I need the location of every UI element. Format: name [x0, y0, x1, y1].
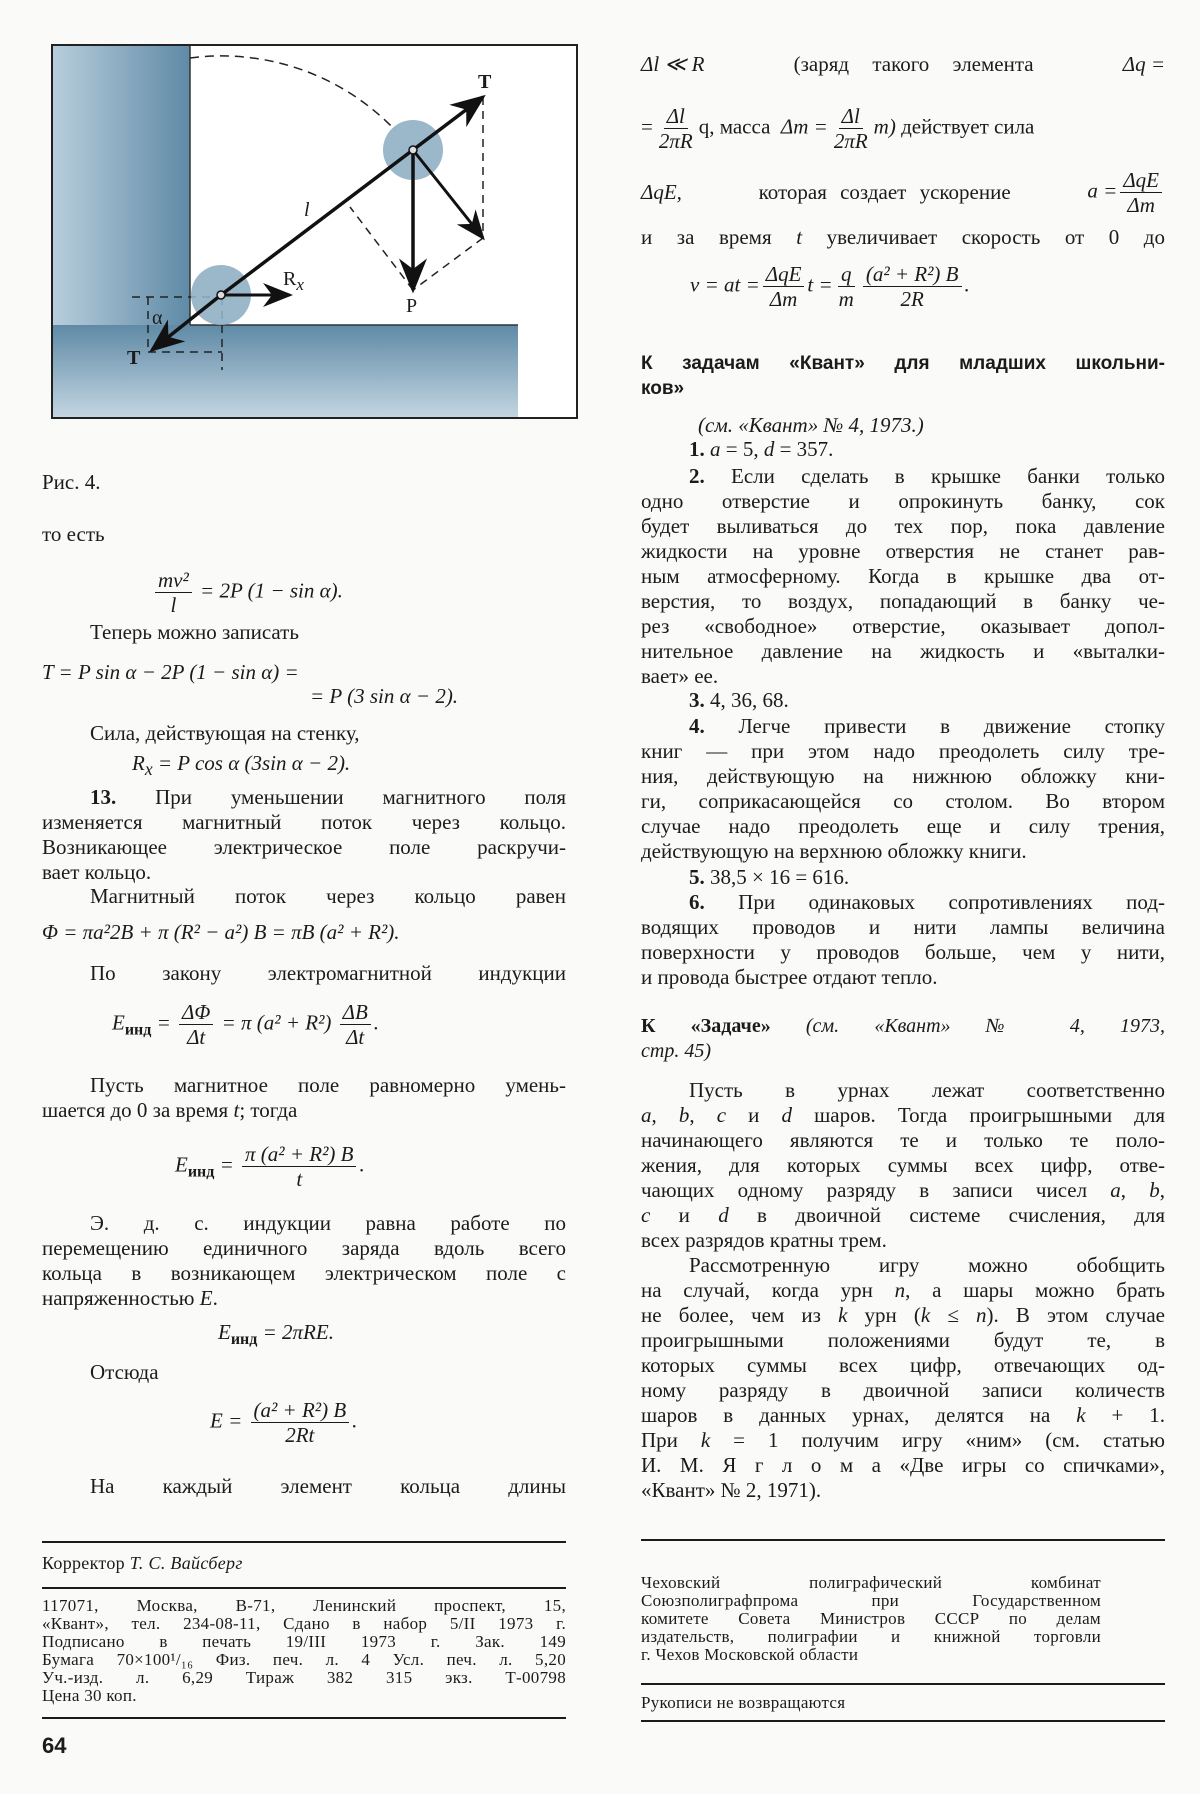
answer-4	[641, 714, 1165, 864]
text-line: шается до 0 за время t; тогда	[42, 1098, 298, 1122]
paragraph-potok	[42, 884, 566, 909]
page-number: 64	[42, 1733, 67, 1758]
label-p: P	[406, 295, 418, 317]
text-line: всех разрядов кратны трем.	[641, 1228, 887, 1252]
text-line: Возникающее электрическое поле раскручи-	[42, 835, 566, 859]
formula-e-ind-2: $E_{инд}$ = $\frac{\text{π (a² + R²) B}}{t}$ .	[175, 1142, 365, 1191]
text-line: «Квант» № 2, 1971).	[641, 1478, 822, 1502]
text-line: нительное давление на жидкость и «выталки-	[641, 639, 1165, 663]
text-line: жидкости на уровне отверстия не станет рав-	[641, 539, 1165, 563]
text-line: ным атмосферному. Когда в крышке два от-	[641, 564, 1165, 588]
text-line: и провода быстрее отдают тепло.	[641, 965, 938, 989]
text-line: К «Задаче» (см. «Квант» № 4, 1973,	[641, 1015, 1166, 1037]
label-t-top: T	[478, 71, 492, 93]
text-line: жения, для которых суммы всех цифр, отве-	[641, 1153, 1165, 1177]
text-line: кольца в возникающем электрическом поле с	[42, 1261, 566, 1285]
text-otsyuda: Отсюда	[90, 1360, 159, 1384]
text-line: И. М. Я г л о м а «Две игры со спичками»,	[641, 1453, 1165, 1477]
formula-rx: $R_x = P$ cos α (3sin α − 2).	[132, 751, 351, 780]
divider	[42, 1587, 566, 1589]
text-line: 13. При уменьшении магнитного поля	[90, 785, 566, 809]
paragraph-urns	[641, 1078, 1165, 1253]
paragraph-game	[641, 1253, 1165, 1503]
text-line: Подписано в печать 19/III 1973 г. Зак. 149	[42, 1632, 566, 1651]
formula-mv2: $\frac{\text{mv²}}{l}$ = 2P (1 − sin α).	[152, 568, 343, 617]
text-line: стр. 45)	[641, 1040, 711, 1062]
divider	[641, 1539, 1165, 1541]
formula-line-1: Δl ≪ R (заряд такого элемента Δq =	[641, 52, 1165, 76]
label-alpha: α	[152, 307, 163, 329]
text-line: поверхности у проводов больше, чем у нити,	[641, 940, 1165, 964]
text-line: не более, чем из k урн (k ≤ n). В этом случае	[641, 1303, 1165, 1327]
formula-line-3: ΔqE, которая создает ускорение a = $\frac{\text{ΔqE}}{\Delta m}$	[641, 168, 1165, 217]
text-line: 2. Если сделать в крышке банки только	[689, 464, 1165, 488]
text-line: напряженностью E.	[42, 1286, 218, 1310]
text-line: комитете Совета Министров СССР по делам	[641, 1609, 1101, 1628]
text-line: проигрышными положениями будут те, в	[641, 1328, 1165, 1352]
text-line: 117071, Москва, В-71, Ленинский проспект, 15,	[42, 1596, 566, 1615]
text-line: Чеховский полиграфический комбинат	[641, 1573, 1101, 1592]
text-line: верстия, то воздух, попадающий в банку че-	[641, 589, 1165, 613]
text-teper: Теперь можно записать	[90, 620, 299, 644]
reference-kvant-4: (см. «Квант» № 4, 1973.)	[698, 413, 924, 437]
label-rx: $R_x$	[283, 268, 304, 294]
text-line: 5. 38,5 × 16 = 616.	[689, 865, 850, 889]
text-line: водящих проводов и нити лампы величина	[641, 915, 1165, 939]
text-line: издательств, полиграфии и книжной торговли	[641, 1627, 1101, 1646]
paragraph-eds	[42, 1211, 566, 1311]
figure-4-diagram	[0, 0, 600, 430]
formula-e-ind-3: $E_{инд} = 2\pi RE$.	[218, 1320, 334, 1349]
text-line: начинающего являются те и только те поло-	[641, 1128, 1165, 1152]
text-line: Цена 30 коп.	[42, 1686, 137, 1705]
label-l: l	[304, 199, 310, 221]
text-line: действующую на верхнюю обложку книги.	[641, 839, 1027, 863]
paragraph-pust	[42, 1073, 566, 1123]
answer-2	[641, 464, 1165, 689]
formula-line-5: v = at = $\frac{\text{ΔqE}}{\Delta m}$ t = $\frac{q}{m}$ $\frac{\text{(a² + R²) B}}{2R}$ .	[690, 262, 970, 311]
text-line: 6. При одинаковых сопротивлениях под-	[689, 890, 1165, 914]
text-line: 1. a = 5, d = 357.	[689, 437, 834, 461]
label-t-bottom: T	[127, 347, 141, 369]
text-line: a, b, c и d шаров. Тогда проигрышными для	[641, 1103, 1165, 1127]
text-line: Магнитный поток через кольцо равен	[90, 884, 566, 908]
text-line: ков»	[641, 378, 685, 399]
divider	[42, 1717, 566, 1719]
text-line: На каждый элемент кольца длины	[90, 1474, 566, 1498]
text-line: ги, соприкасающейся со столом. Во втором	[641, 789, 1165, 813]
text-to-est: то есть	[42, 522, 105, 546]
paragraph-13	[42, 785, 566, 885]
floor	[53, 325, 518, 417]
answer-3	[641, 688, 1165, 713]
text-line: Пусть в урнах лежат соответственно	[689, 1078, 1165, 1102]
answer-6	[641, 890, 1165, 990]
section-heading-kvant	[641, 351, 1165, 401]
printer-info	[641, 1574, 1101, 1664]
text-line: Союзполиграфпрома при Государственном	[641, 1591, 1101, 1610]
text-line: Уч.-изд. л. 6,29 Тираж 382 315 экз. Т-00798	[42, 1668, 566, 1687]
answer-1	[641, 437, 1165, 462]
figure-caption: Рис. 4.	[42, 470, 101, 494]
paragraph-zakon	[42, 961, 566, 986]
text-line: 4. Легче привести в движение стопку	[689, 714, 1165, 738]
manuscripts-notice: Рукописи не возвращаются	[641, 1693, 846, 1712]
text-line: случае надо преодолеть еще и силу трения,	[641, 814, 1165, 838]
imprint	[42, 1597, 566, 1705]
text-line: Рассмотренную игру можно обобщить	[689, 1253, 1165, 1277]
divider	[42, 1541, 566, 1543]
text-line: «Квант», тел. 234-08-11, Сдано в набор 5/II 1973 г.	[42, 1614, 566, 1633]
text-line: 3. 4, 36, 68.	[689, 688, 789, 712]
divider	[641, 1720, 1165, 1722]
text-line: По закону электромагнитной индукции	[90, 961, 566, 985]
formula-line-2: = $\frac{\Delta l}{2\pi R}$ q, масса Δm = $\frac{\Delta l}{2\pi R}$ m) действует сила	[641, 104, 1035, 153]
formula-t-line1: T = P sin α − 2P (1 − sin α) =	[42, 660, 299, 684]
text-line: ния, действующую на нижнюю обложку кни-	[641, 764, 1165, 788]
section-heading-zadache	[641, 1014, 1165, 1064]
text-line: ному разряду в двоичной записи количеств	[641, 1378, 1165, 1402]
text-line: c и d в двоичной системе счисления, для	[641, 1203, 1165, 1227]
text-line: Э. д. с. индукции равна работе по	[90, 1211, 566, 1235]
text-line: перемещению единичного заряда вдоль всего	[42, 1236, 566, 1260]
text-line: чающих одному разряду в записи чисел a, b,	[641, 1178, 1165, 1202]
text-line: и за время t увеличивает скорость от 0 до	[641, 225, 1165, 249]
text-line: будет выливаться до тех пор, пока давление	[641, 514, 1165, 538]
text-line: Пусть магнитное поле равномерно умень-	[90, 1073, 566, 1097]
text-line: на случай, когда урн n, а шары можно брать	[641, 1278, 1165, 1302]
divider	[641, 1683, 1165, 1685]
text-line: При k = 1 получим игру «ним» (см. статью	[641, 1428, 1165, 1452]
text-line: вает» ее.	[641, 664, 719, 688]
formula-e-ind-1: $E_{инд}$ = $\frac{\Delta\Phi}{\Delta t}$ = π (a² + R²) $\frac{\Delta B}{\Delta t}$ .	[112, 1000, 380, 1049]
text-line: рез «свободное» отверстие, оказывает допол-	[641, 614, 1165, 638]
formula-phi: Φ = πa²2B + π (R² − a²) B = πB (a² + R²).	[42, 920, 400, 944]
formula-t-line2: = P (3 sin α − 2).	[310, 684, 459, 708]
formula-e: E = $\frac{\text{(a² + R²) B}}{2Rt}$ .	[210, 1398, 358, 1447]
corrector: Корректор Т. С. Вайсберг	[42, 1553, 243, 1573]
answer-5	[641, 865, 1165, 890]
text-line: вает кольцо.	[42, 860, 152, 884]
paragraph-na-kazhdyi	[42, 1474, 566, 1499]
text-line: книг — при этом надо преодолеть силу тре-	[641, 739, 1165, 763]
text-line: шаров в данных урнах, делятся на k + 1.	[641, 1403, 1165, 1427]
text-line: Бумага 70×100¹/₁₆ Физ. печ. л. 4 Усл. печ. л. 5,20	[42, 1650, 566, 1669]
text-line: г. Чехов Московской области	[641, 1645, 859, 1664]
text-line: одно отверстие и опрокинуть банку, сок	[641, 489, 1165, 513]
text-sila: Сила, действующая на стенку,	[90, 721, 360, 745]
text-line: изменяется магнитный поток через кольцо.	[42, 810, 566, 834]
text-line: К задачам «Квант» для младших школьни-	[641, 353, 1165, 374]
formula-line-4	[641, 225, 1165, 250]
text-line: которых суммы всех цифр, отвечающих од-	[641, 1353, 1165, 1377]
